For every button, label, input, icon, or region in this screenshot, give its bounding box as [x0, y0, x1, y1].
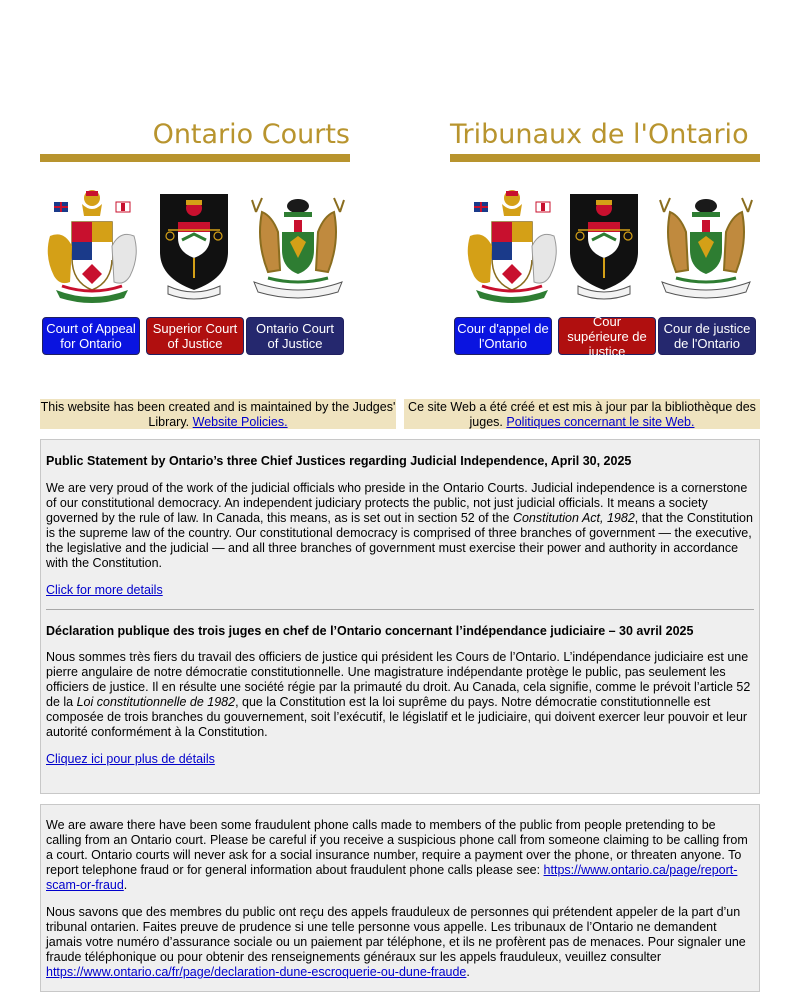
english-statement-heading: Public Statement by Ontario’s three Chief Justices regarding Judicial Independence, April 30, 2025: [46, 454, 632, 468]
ontario-court-of-justice-button[interactable]: Ontario Court of Justice: [246, 317, 344, 355]
french-more-details-link[interactable]: Cliquez ici pour plus de détails: [46, 752, 215, 766]
superior-court-button[interactable]: Superior Court of Justice: [146, 317, 244, 355]
french-fraud-text: Nous savons que des membres du public ont reçu des appels frauduleux de personnes qui prétendent appeler de la part d’un tribunal ontarien. Faites preuve de prudence si une telle personne vous appelle. Les tribunaux de l’Ontario ne demandent jamais votre numéro d’assurance sociale ou un paiement par téléphone, et ils ne profèrent pas de menaces. Pour signaler une fraude téléphonique ou pour obtenir des renseignements généraux sur les appels frauduleux, veuillez consulter: [46, 905, 746, 964]
cour-de-justice-button[interactable]: Cour de justice de l'Ontario: [658, 317, 756, 355]
english-statement-body: [46, 481, 754, 571]
cour-appel-button[interactable]: Cour d'appel de l'Ontario: [454, 317, 552, 355]
court-of-appeal-crest-icon: [42, 186, 142, 306]
french-notice-text: Ce site Web a été créé et est mis à jour par la bibliothèque des juges.: [408, 400, 756, 429]
statement-divider: [46, 609, 754, 610]
english-statement-italic: Constitution Act, 1982: [512, 511, 635, 525]
english-fraud-warning: [46, 818, 754, 893]
court-of-appeal-button[interactable]: Court of Appeal for Ontario: [42, 317, 140, 355]
french-fraud-end: .: [466, 965, 470, 979]
french-statement-heading: Déclaration publique des trois juges en chef de l’Ontario concernant l’indépendance judiciaire – 30 avril 2025: [46, 624, 694, 638]
fraud-warning-box: [40, 804, 760, 992]
english-fraud-text: We are aware there have been some fraudulent phone calls made to members of the public from people pretending to be calling from an Ontario court. Please be careful if you receive a suspicious phone call from someone claiming to be calling from a court. Ontario courts will never ask for a social insurance number, require a payment over the phone, or threaten anyone. To report telephone fraud or for general information about fraudulent phone calls please see:: [46, 818, 748, 877]
french-title-underline: [450, 154, 760, 162]
english-column: [40, 118, 350, 351]
cour-superieure-crest-icon: [564, 190, 644, 300]
english-fraud-end: .: [123, 878, 128, 892]
english-site-title: Ontario Courts: [152, 119, 350, 150]
french-site-title: Tribunaux de l'Ontario: [450, 119, 749, 150]
english-title-underline: [40, 154, 350, 162]
french-statement-italic: Loi constitutionnelle de 1982: [76, 695, 236, 709]
report-scam-link[interactable]: https://www.ontario.ca/page/report-scam-or-fraud: [46, 863, 738, 892]
english-statement-text-1: We are very proud of the work of the judicial officials who preside in the Ontario Courts. Judicial independence is a cornerstone of our constitutional democracy. An independent judiciary protects the public, not just judicial officials. It means a society governed by the rule of law. In Canada, this means, as is set out in section 52 of the: [46, 481, 748, 525]
politiques-site-web-link[interactable]: Politiques concernant le site Web.: [506, 415, 695, 429]
judicial-independence-statement: [40, 439, 760, 794]
declaration-escroquerie-link[interactable]: https://www.ontario.ca/fr/page/declaration-dune-escroquerie-ou-dune-fraude: [46, 965, 467, 979]
cour-superieure-button[interactable]: Cour supérieure de justice: [558, 317, 656, 355]
cour-justice-crest-icon: [656, 192, 756, 302]
cour-appel-crest-icon: [462, 186, 562, 306]
english-court-buttons: [42, 317, 348, 357]
ontario-court-crest-icon: [248, 192, 348, 302]
french-statement-text-2: , que la Constitution est la loi suprême du pays. Notre démocratie constitutionnelle est composée de trois branches du gouvernement, soit l’exécutif, le législatif et le judiciaire, qui doivent exercer leur pouvoir et leur autorité conformément à la Constitution.: [46, 695, 748, 739]
french-column: [450, 118, 760, 359]
english-notice-text: This website has been created and is maintained by the Judges' Library.: [40, 400, 396, 429]
superior-court-crest-icon: [154, 190, 234, 300]
english-crests: [40, 186, 350, 306]
french-statement-text-1: Nous sommes très fiers du travail des officiers de justice qui président les Cours de l’Ontario. L’indépendance judiciaire est une pierre angulaire de notre démocratie constitutionnelle. Une magistrature indépendante protège le public, pas seulement les officiers de justice. Il en résulte une société régie par la primauté du droit. Au Canada, cela signifie, comme le prévoit l’article 52 de la: [46, 650, 751, 709]
french-crests: [450, 186, 760, 306]
french-court-buttons: [452, 313, 758, 359]
english-more-details-link[interactable]: Click for more details: [46, 583, 163, 597]
french-statement-body: [46, 650, 754, 740]
french-fraud-warning: [46, 905, 754, 980]
english-library-notice: [40, 399, 396, 429]
french-library-notice: [404, 399, 760, 429]
website-policies-link[interactable]: Website Policies.: [192, 415, 288, 429]
english-statement-text-2: , that the Constitution is the supreme law of the country. Our constitutional democracy is comprised of three branches of government — the executive, the legislative and the judicial — and all three branches of government must exercise their power and authority in accordance with the Constitution.: [46, 511, 753, 570]
